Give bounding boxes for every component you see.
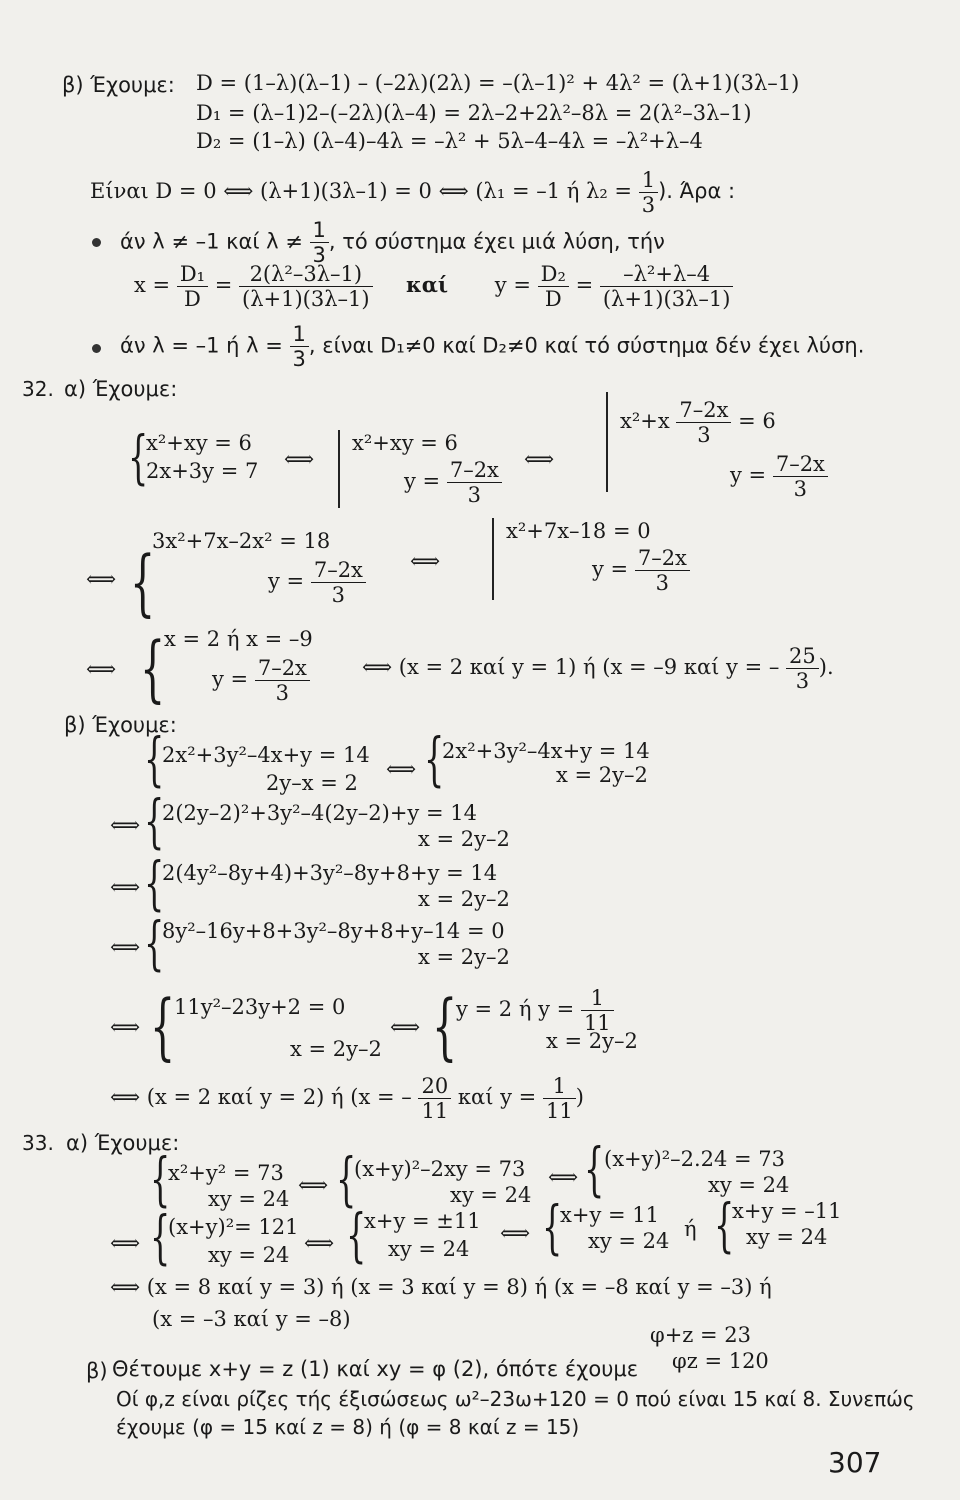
part-a-label: α) Έχουμε: xyxy=(66,1131,180,1155)
system-eq1: (x+y)²–2xy = 73 xyxy=(354,1157,526,1181)
system-eq1: x²+y² = 73 xyxy=(168,1161,284,1185)
system-eq1: x²+xy = 6 xyxy=(352,431,458,455)
iff-symbol: ⟺ xyxy=(410,549,441,573)
system-eq1: x+y = 11 xyxy=(560,1203,659,1227)
system-eq2: y = $\frac{7-2x}{3}$ xyxy=(212,656,310,705)
system-eq1: 2x²+3y²–4x+y = 14 xyxy=(442,739,650,763)
system-eq1: x²+7x–18 = 0 xyxy=(506,519,651,543)
part-b-label: β) Έχουμε: xyxy=(64,713,177,737)
brace: { xyxy=(346,1201,367,1269)
system-eq1: 8y²–16y+8+3y²–8y+8+y–14 = 0 xyxy=(162,919,505,943)
system-bar xyxy=(606,392,608,492)
brace: { xyxy=(542,1193,563,1261)
system-eq2: xy = 24 xyxy=(388,1237,470,1261)
iff-symbol: ⟺ xyxy=(524,447,555,471)
brace: { xyxy=(144,725,165,793)
system-eq1: x²+x $\frac{7-2x}{3}$ = 6 xyxy=(620,398,776,447)
iff-symbol: ⟺ xyxy=(390,1015,421,1039)
part-b-label: β) Έχουμε: xyxy=(62,73,175,97)
system-eq1: 3x²+7x–2x² = 18 xyxy=(152,529,331,553)
iff-symbol: ⟺ xyxy=(548,1165,579,1189)
determinant-D1: D₁ = (λ–1)2–(–2λ)(λ–4) = 2λ–2+2λ²–8λ = 2(λ²–3λ–1) xyxy=(196,101,752,125)
iff-symbol: ⟺ xyxy=(304,1231,335,1255)
system-eq1: (x+y)²–2.24 = 73 xyxy=(604,1147,786,1171)
part-b-label: β) xyxy=(86,1359,108,1383)
system-eq2: x = 2y–2 xyxy=(290,1037,382,1061)
brace: { xyxy=(144,787,165,855)
iff-symbol: ⟺ xyxy=(298,1173,329,1197)
system-eq2: xy = 24 xyxy=(746,1225,828,1249)
conclusion-text: έχουμε (φ = 15 καί z = 8) ή (φ = 8 καί z = 15) xyxy=(116,1415,580,1439)
bullet-dot xyxy=(92,344,101,353)
system-eq1: y = 2 ή y = $\frac{1}{11}$ xyxy=(456,986,614,1035)
iff-symbol: ⟺ xyxy=(110,1015,141,1039)
system-eq1: φ+z = 23 xyxy=(650,1323,752,1347)
system-eq2: xy = 24 xyxy=(208,1243,290,1267)
brace: { xyxy=(128,423,149,491)
system-eq2: xy = 24 xyxy=(588,1229,670,1253)
iff-symbol: ⟺ xyxy=(110,935,141,959)
problem-number-32: 32. xyxy=(22,377,54,401)
system-eq1: x²+xy = 6 xyxy=(146,431,252,455)
brace: { xyxy=(424,725,445,793)
brace: { xyxy=(144,909,165,977)
brace: { xyxy=(150,1145,171,1213)
solution-result-continued: (x = –3 καί y = –8) xyxy=(152,1307,351,1331)
solution-result: ⟺ (x = 2 καί y = 1) ή (x = –9 καί y = – $\frac{25}{3}$ ). xyxy=(362,644,834,693)
system-eq2: 2x+3y = 7 xyxy=(146,459,259,483)
problem-number-33: 33. xyxy=(22,1131,54,1155)
system-eq2: x = 2y–2 xyxy=(418,827,510,851)
iff-symbol: ⟺ xyxy=(86,657,117,681)
page-number: 307 xyxy=(828,1446,882,1479)
part-a-label: α) Έχουμε: xyxy=(64,377,178,401)
system-eq2: x = 2y–2 xyxy=(418,887,510,911)
system-eq2: φz = 120 xyxy=(672,1349,769,1373)
d-zero-condition: Είναι D = 0 ⟺ (λ+1)(3λ–1) = 0 ⟺ (λ₁ = –1 ή λ₂ = $\frac{1}{3}$ ). Άρα : xyxy=(90,168,736,217)
brace: { xyxy=(432,984,458,1068)
system-eq2: y = $\frac{7-2x}{3}$ xyxy=(730,452,828,501)
system-eq2: x = 2y–2 xyxy=(418,945,510,969)
system-bar xyxy=(338,430,340,508)
iff-symbol: ⟺ xyxy=(500,1221,531,1245)
system-eq2: xy = 24 xyxy=(708,1173,790,1197)
solution-result: ⟺ (x = 8 καί y = 3) ή (x = 3 καί y = 8) ή (x = –8 καί y = –3) ή xyxy=(110,1275,772,1299)
determinant-D2: D₂ = (1–λ) (λ–4)–4λ = –λ² + 5λ–4–4λ = –λ²+λ–4 xyxy=(196,129,703,153)
brace: { xyxy=(150,984,176,1068)
system-eq2: xy = 24 xyxy=(208,1187,290,1211)
system-eq1: (x+y)²= 121 xyxy=(168,1215,299,1239)
system-eq2: x = 2y–2 xyxy=(546,1029,638,1053)
system-bar xyxy=(492,518,494,600)
solution-x-y: x = $\frac{\text{D₁}}{D}$ = $\frac{\text{2(λ²–3λ–1)}}{(\lambda+1)(3\lambda-1)}$ καί y = $\frac{\text{D₂}}{D}$ = $\frac{\text{–λ²+λ–4}}{(\lambda+1)(3\lambda-1)}$ xyxy=(134,262,733,311)
iff-symbol: ⟺ xyxy=(284,447,315,471)
substitution-text: Θέτουμε x+y = z (1) καί xy = φ (2), όπότε έχουμε xyxy=(112,1357,639,1381)
case-one-solution: άν λ ≠ –1 καί λ ≠ $\frac{1}{3}$ , τό σύστημα έχει μιά λύση, τήν xyxy=(120,218,665,267)
system-eq2: xy = 24 xyxy=(450,1183,532,1207)
iff-symbol: ⟺ xyxy=(110,875,141,899)
system-eq2: y = $\frac{7-2x}{3}$ xyxy=(404,458,502,507)
system-eq1: 11y²–23y+2 = 0 xyxy=(174,995,346,1019)
system-eq2: 2y–x = 2 xyxy=(266,771,358,795)
system-eq1: 2(4y²–8y+4)+3y²–8y+8+y = 14 xyxy=(162,861,498,885)
system-eq2: x = 2y–2 xyxy=(556,763,648,787)
bullet-dot xyxy=(92,238,101,247)
brace: { xyxy=(140,626,166,710)
case-no-solution: άν λ = –1 ή λ = $\frac{1}{3}$ , είναι D₁≠0 καί D₂≠0 καί τό σύστημα δέν έχει λύση. xyxy=(120,322,865,371)
brace: { xyxy=(130,540,156,624)
solution-result: ⟺ (x = 2 καί y = 2) ή (x = – $\frac{20}{11}$ καί y = $\frac{1}{11}$ ) xyxy=(110,1074,584,1123)
iff-symbol: ⟺ xyxy=(110,1231,141,1255)
system-eq2: y = $\frac{7-2x}{3}$ xyxy=(268,558,366,607)
iff-symbol: ⟺ xyxy=(86,567,117,591)
brace: { xyxy=(584,1135,605,1203)
system-eq1: x = 2 ή x = –9 xyxy=(164,627,313,651)
brace: { xyxy=(150,1203,171,1271)
system-eq2: y = $\frac{7-2x}{3}$ xyxy=(592,546,690,595)
system-eq1: x+y = –11 xyxy=(732,1199,842,1223)
or-word: ή xyxy=(684,1217,697,1241)
roots-text: Οί φ,z είναι ρίζες τής έξισώσεως ω²–23ω+120 = 0 πού είναι 15 καί 8. Συνεπώς xyxy=(116,1387,915,1411)
determinant-D: D = (1–λ)(λ–1) – (–2λ)(2λ) = –(λ–1)² + 4λ² = (λ+1)(3λ–1) xyxy=(196,71,800,95)
system-eq1: 2(2y–2)²+3y²–4(2y–2)+y = 14 xyxy=(162,801,477,825)
iff-symbol: ⟺ xyxy=(110,813,141,837)
brace: { xyxy=(714,1191,735,1259)
iff-symbol: ⟺ xyxy=(386,757,417,781)
system-eq1: 2x²+3y²–4x+y = 14 xyxy=(162,743,370,767)
brace: { xyxy=(336,1145,357,1213)
brace: { xyxy=(144,849,165,917)
system-eq1: x+y = ±11 xyxy=(364,1209,481,1233)
